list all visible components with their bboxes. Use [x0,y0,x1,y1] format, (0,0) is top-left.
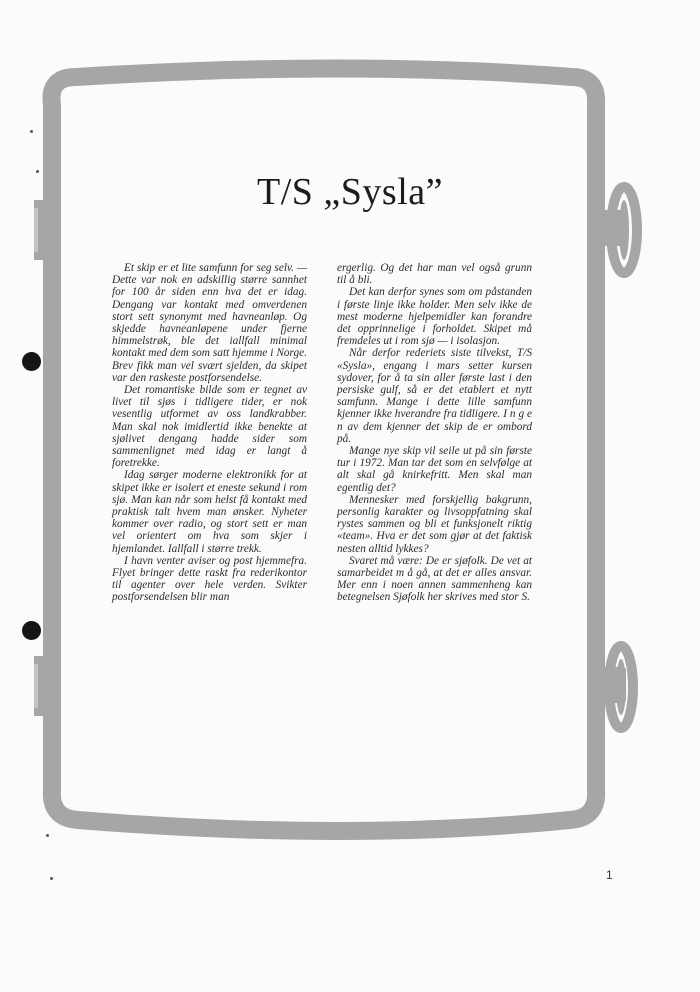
scan-speck [50,877,53,880]
left-text-column [112,262,307,604]
scan-speck [46,834,49,837]
page-number: 1 [606,868,613,882]
paragraph: Et skip er et lite samfunn for seg selv. — Dette var nok en adskillig større sannhet for 100 år siden enn hva det er idag. Dengang var kontakt med omverdenen stort sett synonymt med havneanløp. Og skjedde havneanløpene under fjerne himmelstrøk, ble det iallfall minimal kontakt med dem som satt hjemme i Norge. Brev fikk man vel svært sjelden, da skipet var den raskeste postforsendelse. [112,262,307,384]
scan-speck [30,130,33,133]
paragraph: Svaret må være: De er sjøfolk. De vet at samarbeidet m å gå, at det er alles ansvar. Mer enn i noen annen sammenheng kan betegnelsen Sjøfolk her skrives med stor S. [337,554,532,604]
paragraph: ergerlig. Og det har man vel også grunn til å bli. [337,262,532,287]
paragraph: Når derfor rederiets siste tilvekst, T/S «Sysla», engang i mars setter kursen sydover, for å ta sin aller første last i den persiske gulf, så er det etablert et nytt samfunn. Mange i dette lille samfunn kjenner ikke hverandre fra tidligere. I n g e n av dem kjenner det skip de er ombord på. [337,347,532,445]
punch-hole-bottom [22,621,41,640]
paragraph: Mennesker med forskjellig bakgrunn, personlig karakter og livsoppfatning skal rystes sammen og bli et funksjonelt riktig «team». Hva er det som gjør at det faktisk nesten alltid lykkes? [337,493,532,555]
page-title: T/S „Sysla” [257,171,443,213]
paragraph: Mange nye skip vil seile ut på sin første tur i 1972. Man tar det som en selvfølge at alt skal gå knirkefritt. Men skal man egentlig det? [337,445,532,494]
left-hinge-top-detail [34,208,38,252]
paragraph: Idag sørger moderne elektronikk for at skipet ikke er isolert et eneste sekund i rom sjø. Man kan når som helst få kontakt med praktisk talt hvem man ønsker. Nyheter kommer over radio, og stort sett er man vel orientert om hva som skjer i hjemlandet. Iallfall i større trekk. [112,469,307,555]
paragraph: I havn venter aviser og post hjemmefra. Flyet bringer dette raskt fra rederikontor til agenter over hele verden. Svikter postforsendelsen blir man [112,554,307,604]
left-hinge-bottom-detail [34,664,38,708]
right-text-column [337,262,532,604]
punch-hole-top [22,352,41,371]
paragraph: Det kan derfor synes som om påstanden i første linje ikke holder. Men selv ikke de mest moderne hjelpemidler kan forandre det opprinnelige i forholdet. Skipet må fremdeles ut i rom sjø — i isolasjon. [337,286,532,348]
paragraph: Det romantiske bilde som er tegnet av livet til sjøs i tidligere tider, er nok vesentlig utformet av oss landkrabber. Man skal nok imidlertid ikke benekte at sjølivet dengang hadde sider som sammenlignet med idag er langt å foretrekke. [112,384,307,470]
